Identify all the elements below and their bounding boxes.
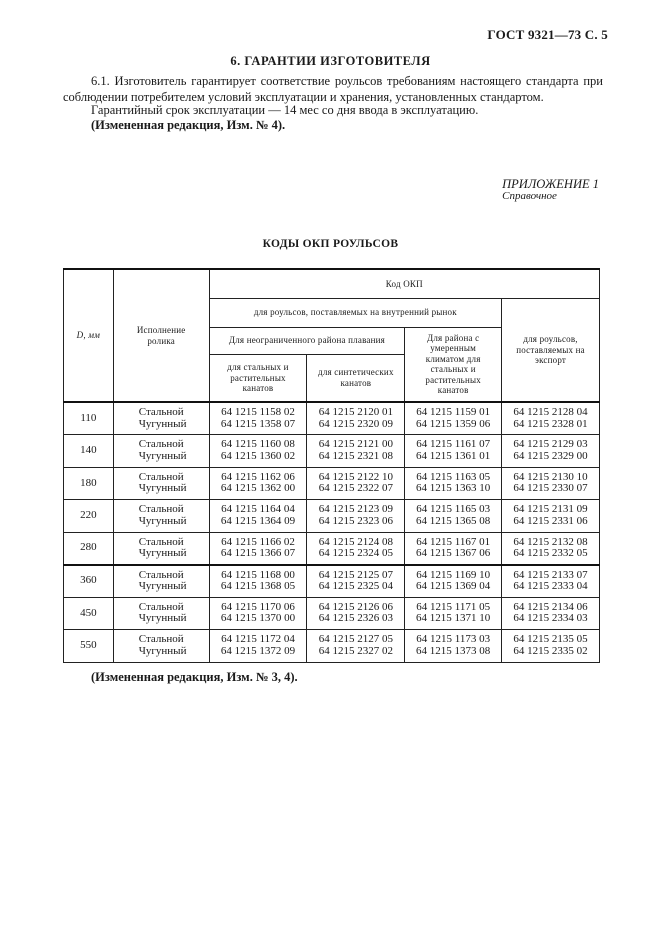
- cell-code-temperate-line: 64 1215 1171 05: [416, 600, 491, 613]
- cell-code-export-line: 64 1215 2331 06: [513, 514, 588, 527]
- cell-code-synthetic: [307, 597, 405, 630]
- cell-code-temperate: [405, 565, 502, 598]
- cell-material-line: Стальной: [138, 470, 184, 483]
- cell-code-export-line: 64 1215 2328 01: [513, 417, 588, 430]
- cell-code-temperate-line: 64 1215 1173 03: [416, 633, 491, 646]
- cell-diameter: [64, 532, 114, 565]
- cell-code-export-line: 64 1215 2129 03: [513, 438, 588, 451]
- cell-code-steel-plant-line: 64 1215 1372 09: [220, 644, 296, 657]
- cell-diameter-line: 280: [80, 541, 97, 554]
- cell-code-temperate-line: 64 1215 1167 01: [416, 535, 491, 548]
- cell-code-export-line: 64 1215 2134 06: [513, 600, 588, 613]
- cell-material-line: Чугунный: [138, 449, 187, 462]
- table-row: [64, 467, 600, 500]
- cell-code-steel-plant: [209, 500, 307, 533]
- cell-code-synthetic: [307, 467, 405, 500]
- cell-diameter-line: 220: [80, 509, 97, 521]
- cell-code-steel-plant-line: 64 1215 1364 09: [220, 514, 296, 527]
- cell-code-synthetic-line: 64 1215 2322 07: [318, 482, 393, 495]
- header-unlimited-area: Для неограниченного района плавания: [209, 327, 405, 354]
- cell-code-export-line: 64 1215 2135 05: [513, 633, 588, 646]
- cell-code-steel-plant-line: 64 1215 1170 06: [221, 600, 295, 613]
- cell-code-temperate-line: 64 1215 1165 03: [416, 503, 491, 516]
- cell-code-export: [502, 467, 600, 500]
- section-title: 6. ГАРАНТИИ ИЗГОТОВИТЕЛЯ: [230, 54, 431, 68]
- okp-codes-table: [63, 268, 600, 663]
- cell-code-steel-plant-line: 64 1215 1158 02: [221, 406, 295, 418]
- cell-material: [113, 467, 209, 500]
- cell-code-steel-plant-line: 64 1215 1370 00: [220, 612, 296, 625]
- cell-material: [113, 565, 209, 598]
- cell-diameter-line: 140: [80, 444, 97, 456]
- cell-code-export-line: 64 1215 2333 04: [513, 580, 588, 592]
- cell-material-line: Чугунный: [138, 612, 187, 625]
- table-row: [64, 597, 600, 630]
- cell-diameter: [64, 435, 114, 468]
- cell-material-line: Чугунный: [138, 580, 187, 592]
- amendment-note-bottom: (Измененная редакция, Изм. № 3, 4).: [91, 670, 298, 684]
- header-steel-plant-ropes: для стальных и растительных канатов: [209, 354, 307, 402]
- cell-code-temperate-line: 64 1215 1367 06: [416, 547, 491, 559]
- cell-code-export-line: 64 1215 2131 09: [513, 503, 588, 516]
- cell-code-synthetic-line: 64 1215 2326 03: [318, 612, 393, 625]
- cell-code-temperate-line: 64 1215 1373 08: [416, 644, 491, 657]
- cell-code-temperate-line: 64 1215 1365 08: [416, 514, 491, 527]
- cell-material-line: Стальной: [138, 503, 184, 516]
- cell-code-steel-plant: [209, 402, 307, 435]
- table-row: [64, 500, 600, 533]
- cell-code-steel-plant-line: 64 1215 1362 00: [220, 482, 296, 495]
- cell-code-export: [502, 500, 600, 533]
- cell-diameter: [64, 597, 114, 630]
- cell-code-temperate: [405, 500, 502, 533]
- cell-code-steel-plant-line: 64 1215 1172 04: [221, 633, 295, 646]
- cell-material-line: Чугунный: [138, 482, 187, 495]
- cell-code-export-line: 64 1215 2329 00: [513, 449, 588, 462]
- cell-material-line: Стальной: [138, 438, 184, 451]
- header-temperate-area: Для района с умеренным климатом для стальных и растительных канатов: [405, 327, 502, 402]
- cell-diameter: [64, 500, 114, 533]
- cell-diameter-line: 180: [80, 476, 97, 489]
- cell-code-export: [502, 597, 600, 630]
- cell-code-synthetic: [307, 532, 405, 565]
- cell-code-synthetic-line: 64 1215 2321 08: [318, 449, 393, 462]
- cell-code-steel-plant-line: 64 1215 1168 00: [221, 568, 295, 581]
- cell-material-line: Чугунный: [138, 417, 187, 430]
- cell-material-line: Чугунный: [138, 644, 187, 657]
- appendix-subtitle: Справочное: [502, 190, 557, 202]
- cell-code-export-line: 64 1215 2334 03: [513, 612, 588, 625]
- header-export: для роульсов, поставляемых на экспорт: [502, 298, 600, 402]
- cell-code-steel-plant: [209, 565, 307, 598]
- header-domestic-market: для роульсов, поставляемых на внутренний рынок: [209, 298, 502, 327]
- cell-material-line: Стальной: [138, 633, 184, 646]
- cell-code-temperate-line: 64 1215 1161 07: [416, 438, 491, 451]
- table-row: [64, 435, 600, 468]
- cell-code-temperate-line: 64 1215 1361 01: [416, 449, 491, 462]
- cell-code-export-line: 64 1215 2128 04: [513, 406, 588, 418]
- cell-material-line: Стальной: [138, 535, 184, 548]
- cell-code-temperate-line: 64 1215 1163 05: [416, 470, 491, 483]
- table-row: [64, 630, 600, 663]
- cell-diameter-line: 360: [80, 574, 97, 587]
- cell-code-synthetic-line: 64 1215 2126 06: [318, 600, 393, 613]
- cell-code-temperate-line: 64 1215 1169 10: [416, 568, 491, 581]
- cell-code-temperate-line: 64 1215 1363 10: [416, 482, 491, 495]
- cell-code-synthetic-line: 64 1215 2320 09: [318, 417, 393, 430]
- cell-diameter-line: 450: [80, 606, 97, 619]
- header-synthetic-ropes: для синтетических канатов: [307, 354, 405, 402]
- cell-code-steel-plant-line: 64 1215 1360 02: [220, 449, 296, 462]
- cell-code-temperate-line: 64 1215 1371 10: [416, 612, 491, 625]
- cell-code-synthetic: [307, 565, 405, 598]
- cell-code-synthetic: [307, 630, 405, 663]
- cell-code-export-line: 64 1215 2330 07: [513, 482, 588, 495]
- cell-code-temperate-line: 64 1215 1359 06: [416, 417, 491, 430]
- cell-code-synthetic: [307, 402, 405, 435]
- cell-code-export-line: 64 1215 2133 07: [513, 568, 588, 581]
- cell-code-steel-plant-line: 64 1215 1368 05: [220, 580, 296, 592]
- cell-material: [113, 435, 209, 468]
- cell-code-steel-plant-line: 64 1215 1166 02: [221, 535, 295, 548]
- cell-code-export-line: 64 1215 2332 05: [513, 547, 588, 559]
- cell-code-synthetic-line: 64 1215 2124 08: [318, 535, 393, 548]
- cell-code-synthetic-line: 64 1215 2123 09: [318, 503, 393, 516]
- appendix-title: ПРИЛОЖЕНИЕ 1: [502, 177, 599, 191]
- table-row: [64, 532, 600, 565]
- table-row: [64, 402, 600, 435]
- cell-code-synthetic: [307, 435, 405, 468]
- cell-diameter: [64, 565, 114, 598]
- header-okp-code: Код ОКП: [209, 269, 599, 298]
- cell-material: [113, 532, 209, 565]
- cell-diameter: [64, 467, 114, 500]
- cell-code-steel-plant: [209, 630, 307, 663]
- header-diameter: D, мм: [64, 269, 114, 402]
- cell-code-export-line: 64 1215 2335 02: [513, 644, 588, 657]
- cell-code-synthetic-line: 64 1215 2125 07: [318, 568, 393, 581]
- cell-diameter-line: 110: [80, 411, 97, 424]
- cell-code-export-line: 64 1215 2132 08: [513, 535, 588, 548]
- cell-code-synthetic-line: 64 1215 2325 04: [318, 580, 393, 592]
- paragraph-guarantee: 6.1. Изготовитель гарантирует соответствие роульсов требованиям настоящего стандарта при соблюдении потребителем условий эксплуатации и хранения, установленных стандартом.: [63, 74, 603, 104]
- cell-code-synthetic: [307, 500, 405, 533]
- cell-code-steel-plant-line: 64 1215 1160 08: [221, 438, 295, 451]
- cell-diameter: [64, 402, 114, 435]
- document-header: ГОСТ 9321—73 С. 5: [487, 27, 608, 42]
- cell-code-synthetic-line: 64 1215 2327 02: [318, 644, 393, 657]
- paragraph-warranty-period: Гарантийный срок эксплуатации — 14 мес со дня ввода в эксплуатацию.: [91, 103, 479, 117]
- cell-code-steel-plant-line: 64 1215 1164 04: [221, 503, 295, 516]
- cell-material-line: Стальной: [138, 406, 184, 418]
- cell-code-steel-plant: [209, 467, 307, 500]
- cell-code-temperate: [405, 467, 502, 500]
- cell-code-synthetic-line: 64 1215 2120 01: [318, 406, 393, 418]
- cell-code-export-line: 64 1215 2130 10: [513, 470, 588, 483]
- cell-material: [113, 402, 209, 435]
- table-row: [64, 565, 600, 598]
- cell-code-temperate-line: 64 1215 1369 04: [416, 580, 491, 592]
- cell-code-steel-plant-line: 64 1215 1162 06: [221, 470, 295, 483]
- cell-code-synthetic-line: 64 1215 2323 06: [318, 514, 393, 527]
- cell-material: [113, 500, 209, 533]
- cell-code-export: [502, 435, 600, 468]
- cell-material-line: Стальной: [138, 568, 184, 581]
- cell-code-temperate: [405, 630, 502, 663]
- cell-material-line: Чугунный: [138, 514, 187, 527]
- cell-code-steel-plant: [209, 532, 307, 565]
- cell-material-line: Стальной: [138, 600, 184, 613]
- cell-code-temperate: [405, 532, 502, 565]
- cell-code-steel-plant: [209, 435, 307, 468]
- cell-code-export: [502, 630, 600, 663]
- header-execution: Исполнение ролика: [113, 269, 209, 402]
- cell-code-temperate: [405, 402, 502, 435]
- cell-code-steel-plant-line: 64 1215 1366 07: [220, 547, 296, 559]
- cell-diameter: [64, 630, 114, 663]
- cell-code-temperate: [405, 435, 502, 468]
- cell-code-synthetic-line: 64 1215 2127 05: [318, 633, 393, 646]
- amendment-note: (Измененная редакция, Изм. № 4).: [91, 118, 286, 132]
- appendix-label: [502, 178, 599, 202]
- cell-material: [113, 597, 209, 630]
- cell-code-export: [502, 565, 600, 598]
- cell-code-temperate: [405, 597, 502, 630]
- cell-code-steel-plant-line: 64 1215 1358 07: [220, 417, 296, 430]
- cell-code-temperate-line: 64 1215 1159 01: [416, 406, 491, 418]
- cell-material: [113, 630, 209, 663]
- cell-code-export: [502, 532, 600, 565]
- cell-code-synthetic-line: 64 1215 2121 00: [318, 438, 393, 451]
- cell-code-synthetic-line: 64 1215 2122 10: [318, 470, 393, 483]
- cell-diameter-line: 550: [80, 639, 97, 651]
- cell-code-synthetic-line: 64 1215 2324 05: [318, 547, 393, 559]
- cell-code-steel-plant: [209, 597, 307, 630]
- table-title: КОДЫ ОКП РОУЛЬСОВ: [262, 238, 399, 250]
- cell-material-line: Чугунный: [138, 547, 187, 559]
- cell-code-export: [502, 402, 600, 435]
